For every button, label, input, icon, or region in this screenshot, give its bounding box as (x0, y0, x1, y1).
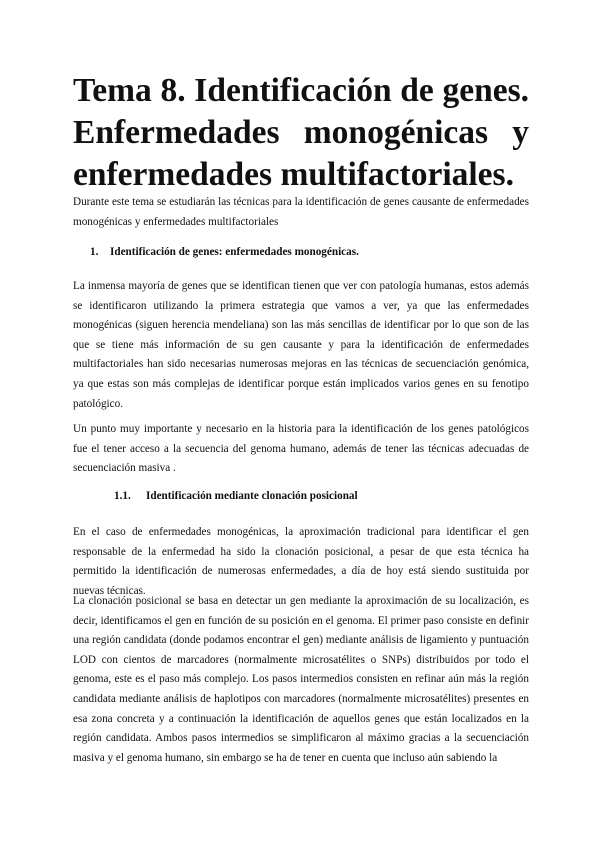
subsection-title: Identificación mediante clonación posicional (146, 490, 358, 502)
body-paragraph: La inmensa mayoría de genes que se identifican tienen que ver con patología humanas, estos además se identificaron utilizando la primera estrategia que vamos a ver, ya que las enfermedades monogénicas (siguen herencia mendeliana) son las más sencillas de identificar por lo que son de las que se tiene más información de su gen causante y para la identificación de enfermedades multifactoriales han sido necesarias numerosas mejoras en las técnicas de secuenciación genómica, ya que estas son más complejas de identificar porque están implicados varios genes en su fenotipo patológico. (73, 280, 529, 410)
body-paragraph: La clonación posicional se basa en detectar un gen mediante la aproximación de su localización, es decir, identificamos el gen en función de su posición en el genoma. El primer paso consiste en definir una región candidata (donde podamos encontrar el gen) mediante análisis de ligamiento y puntuación LOD con cientos de marcadores (normalmente microsatélites o SNPs) distribuidos por todo el genoma, este es el paso más complejo. Los pasos intermedios consisten en refinar aún más la región candidata mediante análisis de haplotipos con marcadores (normalmente microsatélites) presentes en esa zona concreta y a continuación la identificación de aquellos genes que están localizados en la región candidata. Ambos pasos intermedios se simplificaron al máximo gracias a la secuenciación masiva y el genoma humano, sin embargo se ha de tener en cuenta que incluso aún sabiendo la (73, 595, 529, 764)
body-paragraph: En el caso de enfermedades monogénicas, la aproximación tradicional para identificar el gen responsable de la enfermedad ha sido la clonación posicional, a pesar de que esta técnica ha permitido la identificación de numerosas enfermedades, a día de hoy está siendo sustituida por nuevas técnicas. (73, 526, 529, 597)
subsection-number: 1.1. (114, 490, 131, 502)
title-line: Enfermedades monogénicas y (73, 114, 529, 151)
subsection-heading (114, 490, 358, 502)
section-number: 1. (90, 246, 99, 258)
section-heading (90, 246, 359, 258)
intro-paragraph: Durante este tema se estudiarán las técnicas para la identificación de genes causante de enfermedades monogénicas y enfermedades multifactoriales (73, 196, 529, 228)
document-title (73, 70, 529, 196)
title-line: Tema 8. Identificación de genes. (73, 72, 529, 109)
title-line: enfermedades multifactoriales. (73, 156, 514, 193)
section-title: Identificación de genes: enfermedades monogénicas. (110, 246, 359, 258)
body-paragraph: Un punto muy importante y necesario en la historia para la identificación de los genes patológicos fue el tener acceso a la secuencia del genoma humano, además de tener las técnicas adecuadas de secuenciación masiva . (73, 423, 529, 475)
